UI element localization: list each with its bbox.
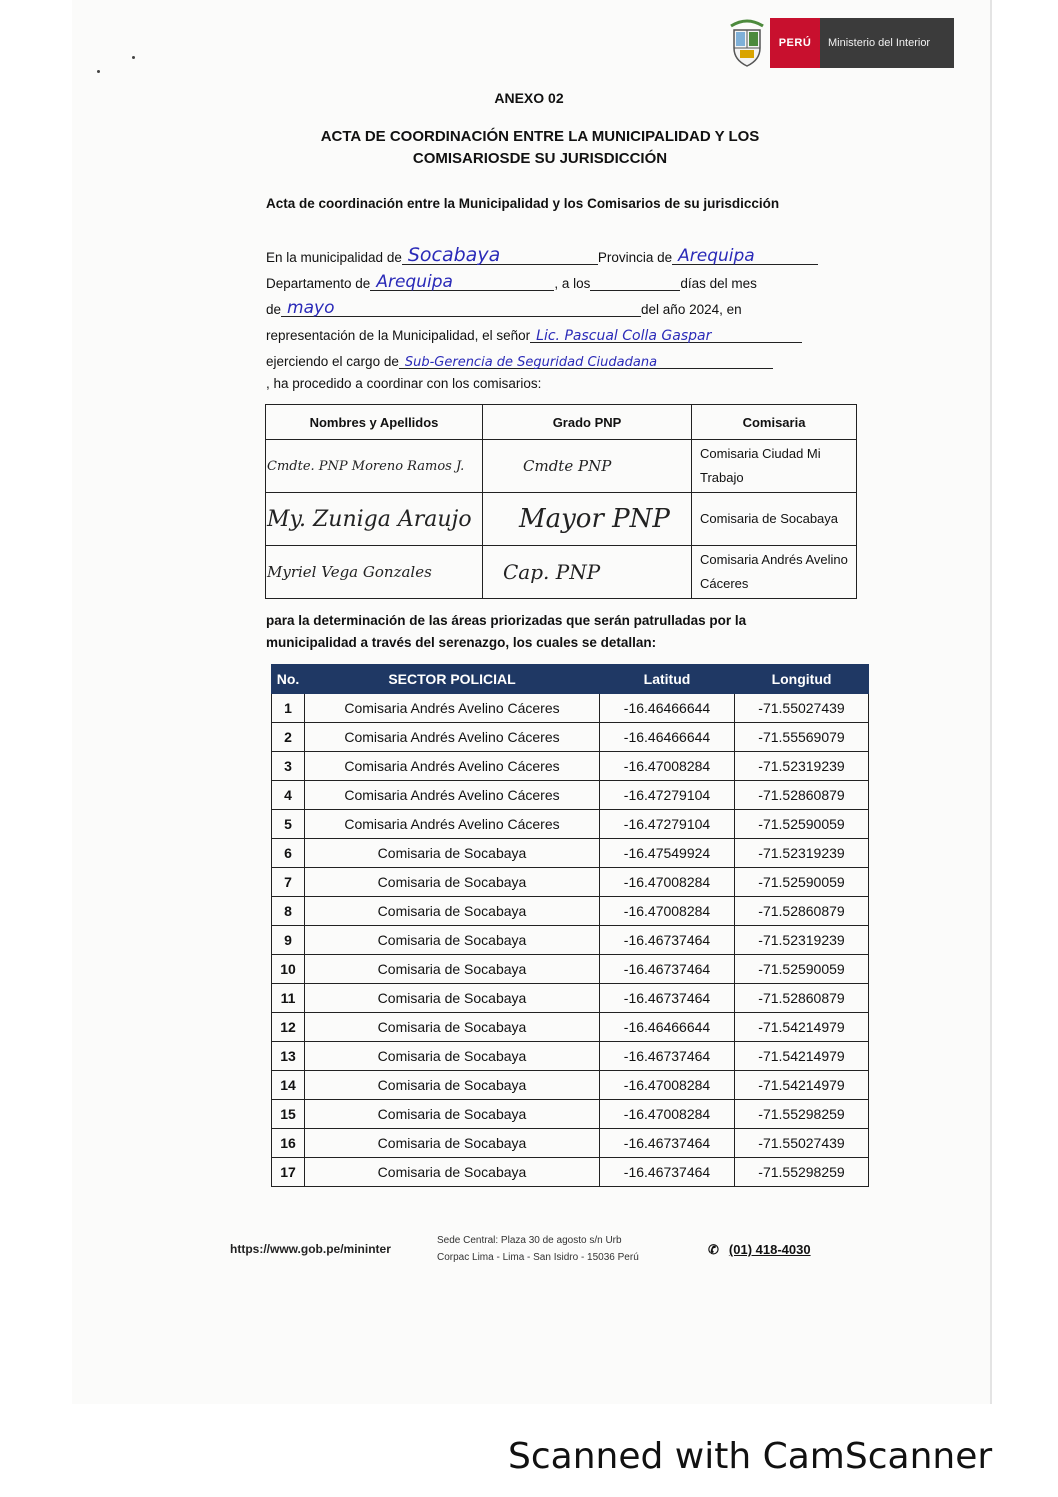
- form-line-4: [266, 324, 802, 343]
- header-name: Nombres y Apellidos: [266, 405, 483, 440]
- table-row: [272, 694, 869, 723]
- row-number: 8: [272, 897, 305, 926]
- station-name: Comisaria Ciudad Mi Trabajo: [692, 440, 857, 493]
- longitude-cell: -71.52590059: [735, 810, 869, 839]
- document-title: [290, 126, 790, 170]
- commissioners-table: [265, 404, 857, 599]
- table-row: [272, 1042, 869, 1071]
- table-row: [272, 839, 869, 868]
- latitude-cell: -16.46737464: [600, 1042, 735, 1071]
- longitude-cell: -71.52590059: [735, 955, 869, 984]
- table-row: [272, 926, 869, 955]
- phone-number[interactable]: [708, 1242, 811, 1258]
- sector-name: Comisaria de Socabaya: [305, 1042, 600, 1071]
- position-value: Sub-Gerencia de Seguridad Ciudadana: [404, 355, 658, 370]
- row-number: 1: [272, 694, 305, 723]
- label-position: ejerciendo el cargo de: [266, 354, 399, 369]
- signature-name: My. Zuniga Araujo: [266, 493, 483, 546]
- latitude-cell: -16.46737464: [600, 955, 735, 984]
- municipality-field: [402, 246, 598, 265]
- latitude-cell: -16.46737464: [600, 1158, 735, 1187]
- form-line-1: [266, 246, 818, 265]
- label-province: Provincia de: [597, 250, 673, 265]
- longitude-cell: -71.55298259: [735, 1158, 869, 1187]
- form-line-2: [266, 272, 757, 291]
- row-number: 5: [272, 810, 305, 839]
- label-year: del año 2024, en: [641, 302, 742, 317]
- table-row: [272, 955, 869, 984]
- latitude-cell: -16.47008284: [600, 897, 735, 926]
- longitude-cell: -71.52860879: [735, 897, 869, 926]
- address: [437, 1232, 639, 1266]
- label-department: Departamento de: [266, 276, 371, 291]
- scan-speck: [132, 56, 135, 59]
- row-number: 7: [272, 868, 305, 897]
- sector-name: Comisaria de Socabaya: [305, 897, 600, 926]
- department-value: Arequipa: [376, 272, 453, 292]
- latitude-cell: -16.47008284: [600, 1071, 735, 1100]
- table-row: [272, 897, 869, 926]
- sector-name: Comisaria de Socabaya: [305, 984, 600, 1013]
- table-row: [266, 546, 857, 599]
- longitude-cell: -71.54214979: [735, 1071, 869, 1100]
- province-value: Arequipa: [678, 246, 755, 266]
- representative-value: Lic. Pascual Colla Gaspar: [536, 328, 712, 344]
- title-line-2: COMISARIOSDE SU JURISDICCIÓN: [412, 150, 668, 167]
- latitude-cell: -16.47279104: [600, 810, 735, 839]
- sector-name: Comisaria de Socabaya: [305, 955, 600, 984]
- form-line-3: [266, 298, 742, 317]
- phone-icon: ✆: [708, 1242, 719, 1257]
- intro-paragraph: para la determinación de las áreas priorizadas que serán patrulladas por la municipalidad a través del serenazgo, los cuales se detallan:: [266, 613, 747, 650]
- station-name: Comisaria de Socabaya: [692, 493, 857, 546]
- latitude-cell: -16.46737464: [600, 926, 735, 955]
- table-row: [272, 1158, 869, 1187]
- sectors-body: [272, 694, 869, 1187]
- header-latitude: Latitud: [600, 665, 735, 694]
- row-number: 14: [272, 1071, 305, 1100]
- camscanner-watermark: Scanned with CamScanner: [508, 1436, 993, 1477]
- row-number: 12: [272, 1013, 305, 1042]
- header-no: No.: [272, 665, 305, 694]
- position-field: [399, 350, 773, 369]
- signature-rank: Cap. PNP: [483, 546, 692, 599]
- table-row: [272, 752, 869, 781]
- longitude-cell: -71.55027439: [735, 694, 869, 723]
- label-municipality: En la municipalidad de: [266, 250, 402, 265]
- longitude-cell: -71.52590059: [735, 868, 869, 897]
- sectors-header-row: [272, 665, 869, 694]
- row-number: 4: [272, 781, 305, 810]
- sector-name: Comisaria Andrés Avelino Cáceres: [305, 752, 600, 781]
- sector-name: Comisaria Andrés Avelino Cáceres: [305, 810, 600, 839]
- header-sector: SECTOR POLICIAL: [305, 665, 600, 694]
- header-longitude: Longitud: [735, 665, 869, 694]
- table-row: [272, 984, 869, 1013]
- row-number: 9: [272, 926, 305, 955]
- table-row: [266, 493, 857, 546]
- station-name: Comisaria Andrés Avelino Cáceres: [692, 546, 857, 599]
- sector-name: Comisaria de Socabaya: [305, 926, 600, 955]
- row-number: 16: [272, 1129, 305, 1158]
- longitude-cell: -71.52319239: [735, 926, 869, 955]
- latitude-cell: -16.47008284: [600, 752, 735, 781]
- page-edge: [990, 0, 992, 1404]
- representative-field: [530, 324, 802, 343]
- coat-of-arms-icon: [728, 18, 766, 68]
- longitude-cell: -71.55569079: [735, 723, 869, 752]
- row-number: 13: [272, 1042, 305, 1071]
- header-station: Comisaria: [692, 405, 857, 440]
- table-row: [272, 1129, 869, 1158]
- signature-rank: Cmdte PNP: [483, 440, 692, 493]
- longitude-cell: -71.52319239: [735, 752, 869, 781]
- department-field: [370, 272, 554, 291]
- latitude-cell: -16.46466644: [600, 723, 735, 752]
- label-days-of-month: días del mes: [680, 276, 757, 291]
- sector-name: Comisaria de Socabaya: [305, 1013, 600, 1042]
- month-value: mayo: [287, 298, 335, 318]
- website-link[interactable]: https://www.gob.pe/mininter: [230, 1242, 391, 1256]
- sector-name: Comisaria de Socabaya: [305, 1100, 600, 1129]
- sectors-table: [271, 664, 869, 1187]
- document-subtitle: Acta de coordinación entre la Municipalidad y los Comisarios de su jurisdicción: [266, 196, 780, 211]
- title-line-1: ACTA DE COORDINACIÓN ENTRE LA MUNICIPALIDAD Y LOS: [320, 128, 760, 145]
- sector-name: Comisaria Andrés Avelino Cáceres: [305, 781, 600, 810]
- row-number: 15: [272, 1100, 305, 1129]
- day-field: [590, 272, 680, 291]
- table-row: [272, 1100, 869, 1129]
- latitude-cell: -16.47279104: [600, 781, 735, 810]
- latitude-cell: -16.47008284: [600, 868, 735, 897]
- annex-number: ANEXO 02: [494, 90, 564, 106]
- sector-name: Comisaria Andrés Avelino Cáceres: [305, 723, 600, 752]
- phone-text: (01) 418-4030: [728, 1242, 811, 1257]
- peru-label: PERÚ: [770, 18, 820, 68]
- address-line-2: Corpac Lima - Lima - San Isidro - 15036 Perú: [437, 1252, 639, 1263]
- commissioners-header-row: [266, 405, 857, 440]
- header-rank: Grado PNP: [483, 405, 692, 440]
- longitude-cell: -71.52860879: [735, 781, 869, 810]
- latitude-cell: -16.46466644: [600, 1013, 735, 1042]
- ministry-logo: [728, 18, 954, 68]
- longitude-cell: -71.54214979: [735, 1013, 869, 1042]
- label-day: , a los: [554, 276, 591, 291]
- table-row: [266, 440, 857, 493]
- sector-name: Comisaria de Socabaya: [305, 1071, 600, 1100]
- longitude-cell: -71.52860879: [735, 984, 869, 1013]
- signature-rank: Mayor PNP: [483, 493, 692, 546]
- table-row: [272, 1071, 869, 1100]
- table-row: [272, 868, 869, 897]
- table-row: [272, 723, 869, 752]
- scan-speck: [97, 70, 100, 73]
- row-number: 2: [272, 723, 305, 752]
- signature-name: Cmdte. PNP Moreno Ramos J.: [266, 440, 483, 493]
- latitude-cell: -16.46466644: [600, 694, 735, 723]
- row-number: 11: [272, 984, 305, 1013]
- latitude-cell: -16.46737464: [600, 1129, 735, 1158]
- municipality-value: Socabaya: [407, 244, 501, 266]
- longitude-cell: -71.54214979: [735, 1042, 869, 1071]
- form-line-5: [266, 350, 773, 369]
- table-row: [272, 1013, 869, 1042]
- sector-name: Comisaria Andrés Avelino Cáceres: [305, 694, 600, 723]
- row-number: 6: [272, 839, 305, 868]
- label-representative: representación de la Municipalidad, el señor: [266, 328, 531, 343]
- ministry-label: Ministerio del Interior: [820, 18, 954, 68]
- latitude-cell: -16.46737464: [600, 984, 735, 1013]
- signature-name: Myriel Vega Gonzales: [266, 546, 483, 599]
- address-line-1: Sede Central: Plaza 30 de agosto s/n Urb: [437, 1235, 622, 1246]
- label-de: de: [266, 302, 282, 317]
- sector-name: Comisaria de Socabaya: [305, 868, 600, 897]
- longitude-cell: -71.55298259: [735, 1100, 869, 1129]
- row-number: 10: [272, 955, 305, 984]
- latitude-cell: -16.47008284: [600, 1100, 735, 1129]
- row-number: 17: [272, 1158, 305, 1187]
- province-field: [672, 246, 818, 265]
- table-row: [272, 810, 869, 839]
- sector-name: Comisaria de Socabaya: [305, 1158, 600, 1187]
- sector-name: Comisaria de Socabaya: [305, 1129, 600, 1158]
- longitude-cell: -71.52319239: [735, 839, 869, 868]
- row-number: 3: [272, 752, 305, 781]
- sector-name: Comisaria de Socabaya: [305, 839, 600, 868]
- month-field: [281, 298, 641, 317]
- form-line-6: , ha procedido a coordinar con los comisarios:: [266, 376, 542, 391]
- latitude-cell: -16.47549924: [600, 839, 735, 868]
- longitude-cell: -71.55027439: [735, 1129, 869, 1158]
- table-row: [272, 781, 869, 810]
